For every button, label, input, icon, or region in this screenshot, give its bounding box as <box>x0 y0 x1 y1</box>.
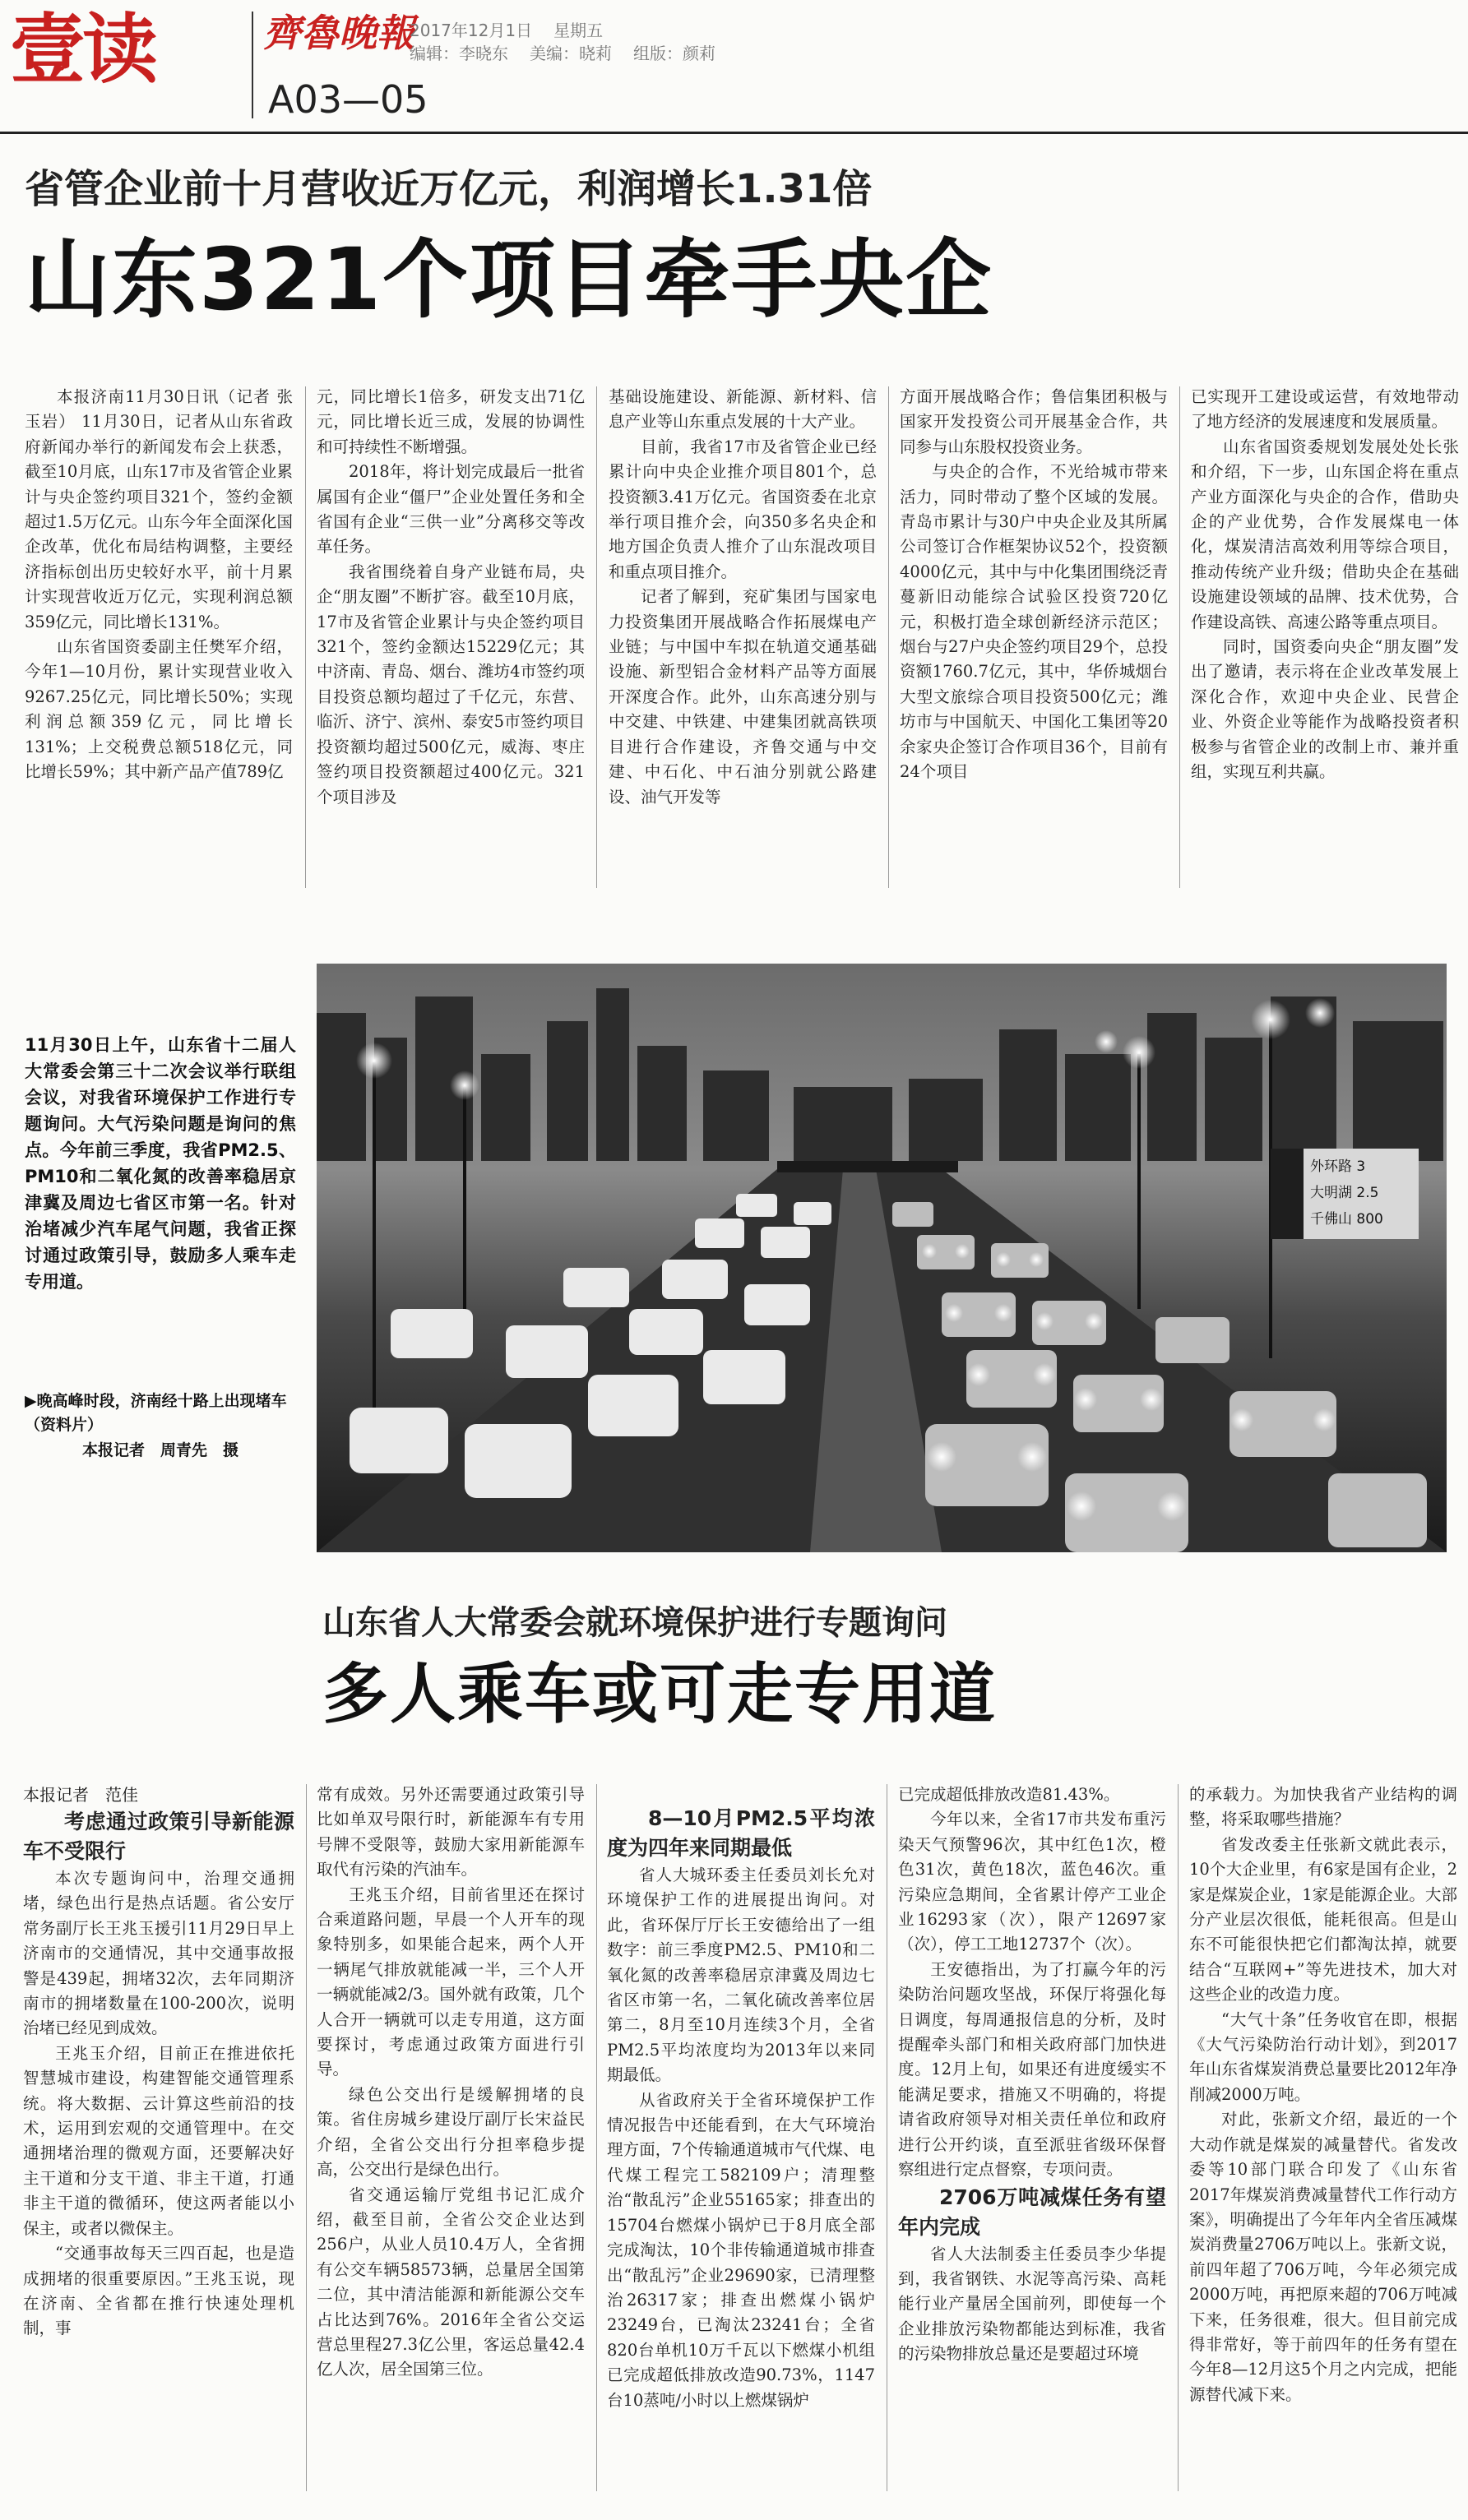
story1-column-3 <box>609 385 877 895</box>
story1-column-2 <box>317 385 585 895</box>
paragraph: 山东省国资委规划发展处处长张和介绍，下一步，山东国企将在重点产业方面深化与央企的合作，借助央企的产业优势，合作发展煤电一体化，煤炭清洁高效利用等综合项目，推动传统产业升级；借助央企在基础设施建设领域的品牌、技术优势，合作建设高铁、高速公路等重点项目。 <box>1191 437 1459 631</box>
story2-column-1-subhead: 考虑通过政策引导新能源车不受限行 <box>23 1810 294 1863</box>
column-divider <box>306 1784 307 2491</box>
paragraph: 的承载力。为加快我省产业结构的调整，将采取哪些措施？ <box>1189 1785 1457 1829</box>
sign-line-1: 外环路 3 <box>1310 1158 1366 1175</box>
story2-subhead: 山东省人大常委会就环境保护进行专题询问 <box>322 1604 947 1642</box>
story2-column-4 <box>898 1782 1166 2490</box>
column-divider <box>596 1784 597 2491</box>
masthead-rule <box>0 132 1468 134</box>
paragraph: 今年以来，全省17市共发布重污染天气预警96次，其中红色1次，橙色31次，黄色18次，蓝色46次。重污染应急期间，全省累计停产工业企业16293家（次），限产12697家（次），停工工地12737个（次）。 <box>898 1810 1166 1954</box>
column-divider <box>305 386 306 888</box>
paragraph: 省人大法制委主任委员李少华提到，我省钢铁、水泥等高污染、高耗能行业产量居全国前列，即使每一个企业排放污染物都能达到标准，我省的污染物排放总量还是要超过环境 <box>898 2244 1166 2364</box>
sign-line-2: 大明湖 2.5 <box>1310 1185 1379 1201</box>
photo-credit: 本报记者 周青先 摄 <box>82 1441 239 1459</box>
story2-column-1 <box>23 1782 294 2490</box>
paragraph: 省人大城环委主任委员刘长允对环境保护工作的进展提出询问。对此，省环保厅厅长王安德给出了一组数字：前三季度PM2.5、PM10和二氧化氮的改善率稳居京津冀及周边七省区市第一名，二氧化硫改善率位居第二，8月至10月连续3个月，全省PM2.5平均浓度均为2013年以来同期最低。 <box>607 1866 875 2085</box>
paragraph: 我省围绕着自身产业链布局，央企“朋友圈”不断扩容。截至10月底，17市及省管企业累计与央企签约项目321个，签约金额达15229亿元；其中济南、青岛、烟台、潍坊4市签约项目投资总额均超过了千亿元，东营、临沂、济宁、滨州、泰安5市签约项目投资额均超过500亿元，威海、枣庄签约项目投资额超过400亿元。321个项目涉及 <box>317 562 585 807</box>
column-divider <box>1179 386 1180 888</box>
column-divider <box>888 386 889 888</box>
paragraph: 绿色公交出行是缓解拥堵的良策。省住房城乡建设厅副厅长宋益民介绍，全省公交出行分担率稳步提高，公交出行是绿色出行。 <box>317 2084 585 2180</box>
story1-column-5 <box>1191 385 1459 895</box>
proofreader-credit: 组版：颜莉 <box>633 44 715 63</box>
column-divider <box>596 386 597 888</box>
story1-subhead: 省管企业前十月营收近万亿元，利润增长1.31倍 <box>25 166 873 212</box>
story2-headline: 多人乘车或可走专用道 <box>322 1656 997 1732</box>
column-divider <box>1178 1784 1179 2491</box>
newspaper-logo: 齊魯晚報 <box>263 11 414 55</box>
art-editor-credit: 美编：晓莉 <box>530 44 612 63</box>
paragraph: 本次专题询问中，治理交通拥堵，绿色出行是热点话题。省公安厅常务副厅长王兆玉援引11月29日早上济南市的交通情况，其中交通事故报警是439起，拥堵32次，去年同期济南市的拥堵数量在100-200次，说明治堵已经见到成效。 <box>23 1869 294 2038</box>
paragraph: 目前，我省17市及省管企业已经累计向中央企业推介项目801个，总投资额3.41万亿元。省国资委在北京举行项目推介会，向350多名央企和地方国企负责人推介了山东混改项目和重点项目推介。 <box>609 437 877 581</box>
sign-line-3: 千佛山 800 <box>1310 1211 1383 1228</box>
paragraph: 对此，张新文介绍，最近的一个大动作就是煤炭的减量替代。省发改委等10部门联合印发了《山东省2017年煤炭消费减量替代工作行动方案》，明确提出了今年年内全省压减煤炭消费量2706万吨以上。张新文说，前四年超了706万吨，今年必须完成2000万吨，再把原来超的706万吨减下来，任务很难，很大。但目前完成得非常好，等于前四年的任务有望在今年8—12月这5个月之内完成，把能源替代减下来。 <box>1189 2110 1457 2404</box>
masthead-divider <box>252 12 253 118</box>
paragraph: 省交通运输厅党组书记汇成介绍，截至目前，全省公交企业达到256户，从业人员10.4万人，全省拥有公交车辆58573辆，总量居全国第二位，其中清洁能源和新能源公交车占比达到76%。2016年全省公交运营总里程27.3亿公里，客运总量42.4亿人次，居全国第三位。 <box>317 2185 585 2379</box>
paragraph: 与央企的合作，不光给城市带来活力，同时带动了整个区域的发展。青岛市累计与30户中央企业及其所属公司签订合作框架协议52个，投资额4000亿元，其中与中化集团围绕泛青蔓新旧动能综合试验区投资720亿元，积极打造全球创新经济示范区；烟台与27户央企签约项目29个，总投资额1760.7亿元，其中，华侨城烟台大型文旅综合项目投资500亿元；潍坊市与中国航天、中国化工集团等20余家央企签订合作项目36个，目前有24个项目 <box>900 462 1168 782</box>
paragraph: 已完成超低排放改造81.43%。 <box>898 1785 1120 1804</box>
section-title: 壹读 <box>10 6 155 94</box>
story2-column-4-subhead: 2706万吨减煤任务有望年内完成 <box>898 2185 1166 2239</box>
story1-column-4 <box>900 385 1168 895</box>
story1-headline: 山东321个项目牵手央企 <box>25 229 993 330</box>
paragraph: 常有成效。另外还需要通过政策引导比如单双号限行时，新能源车有专用号牌不受限等，鼓励大家用新能源车取代有污染的汽油车。 <box>317 1785 585 1880</box>
paragraph: 王兆玉介绍，目前正在推进依托智慧城市建设，构建智能交通管理系统。将大数据、云计算这些前沿的技术，运用到宏观的交通管理中。在交通拥堵治理的微观方面，还要解决好主干道和分支干道、非主干道，打通非主干道的微循环，使这两者能以小保主，或者以微保主。 <box>23 2043 294 2238</box>
story2-column-2 <box>317 1782 585 2490</box>
paragraph: 王安德指出，为了打赢今年的污染防治问题攻坚战，环保厅将强化每日调度，每周通报信息的分析，及时提醒牵头部门和相关政府部门加快进度。12月上旬，如果还有进度缓实不能满足要求，措施又不明确的，将提请省政府领导对相关责任单位和政府进行公开约谈，直至派驻省级环保督察组进行定点督察，专项问责。 <box>898 1959 1166 2180</box>
paragraph: 基础设施建设、新能源、新材料、信息产业等山东重点发展的十大产业。 <box>609 387 877 432</box>
issue-weekday: 星期五 <box>553 21 604 40</box>
paragraph: 从省政府关于全省环境保护工作情况报告中还能看到，在大气环境治理方面，7个传输通道城市气代煤、电代煤工程完工582109户；清理整治“散乱污”企业55165家；排查出的15704台燃煤小锅炉已于8月底全部完成淘汰，10个非传输通道城市排查出“散乱污”企业29690家，已清理整治26317家；排查出燃煤小锅炉23249台，已淘汰23241台；全省820台单机10万千瓦以下燃煤小机组已完成超低排放改造90.73%，1147台10蒸吨/小时以上燃煤锅炉 <box>607 2090 875 2410</box>
story2-reporter: 本报记者 范佳 <box>23 1785 138 1805</box>
traffic-jam-photo <box>317 964 1447 1552</box>
photo-caption: ▶晚高峰时段，济南经十路上出现堵车（资料片） <box>25 1392 287 1434</box>
paragraph: 同时，国资委向央企“朋友圈”发出了邀请，表示将在企业改革发展上深化合作，欢迎中央企业、民营企业、外资企业等能作为战略投资者积极参与省管企业的改制上市、兼并重组，实现互利共赢。 <box>1191 637 1459 782</box>
paragraph: 已实现开工建设或运营，有效地带动了地方经济的发展速度和发展质量。 <box>1191 387 1459 432</box>
paragraph: 省发改委主任张新文就此表示，10个大企业里，有6家是国有企业，2家是煤炭企业，1家是能源企业。大部分产业层次很低，能耗很高。但是山东不可能很快把它们都淘汰掉，就要结合“互联网+”等先进技术，加大对这些企业的改造力度。 <box>1189 1834 1457 2004</box>
issue-date-line <box>410 20 624 41</box>
issue-date: 2017年12月1日 <box>410 21 533 40</box>
paragraph: “大气十条”任务收官在即，根据《大气污染防治行动计划》，到2017年山东省煤炭消费总量要比2012年净削减2000万吨。 <box>1189 2009 1457 2104</box>
paragraph: 记者了解到，兖矿集团与国家电力投资集团开展战略合作拓展煤电产业链；与中国中车拟在轨道交通基础设施、新型铝合金材料产品等方面展开深度合作。此外，山东高速分别与中交建、中铁建、中建集团就高铁项目进行合作建设，齐鲁交通与中交建、中石化、中石油分别就公路建设、油气开发等 <box>609 587 877 807</box>
story2-column-3-subhead: 8—10月PM2.5平均浓度为四年来同期最低 <box>607 1806 875 1860</box>
paragraph: 王兆玉介绍，目前省里还在探讨合乘道路问题，早晨一个人开车的现象特别多，如果能合起来，两个人开一辆尾气排放就能减一半，三个人开一辆就能减2/3。国外就有政策，几个人合开一辆就可以走专用道，这方面要探讨，考虑通过政策方面进行引导。 <box>317 1884 585 2079</box>
page-number: A03—05 <box>268 77 428 122</box>
story2-column-3 <box>607 1782 875 2490</box>
paragraph: “交通事故每天三四百起，也是造成拥堵的很重要原因。”王兆玉说，现在济南、全省都在推行快速处理机制，事 <box>23 2244 294 2338</box>
paragraph: 方面开展战略合作；鲁信集团积极与国家开发投资公司开展基金合作，共同参与山东股权投资业务。 <box>900 387 1168 456</box>
editor-credit: 编辑：李晓东 <box>410 44 508 63</box>
paragraph: 山东省国资委副主任樊军介绍，今年1—10月份，累计实现营业收入9267.25亿元，同比增长50%；实现利润总额359亿元，同比增长131%；上交税费总额518亿元，同比增长59%；其中新产品产值789亿 <box>25 637 293 782</box>
story2-column-5 <box>1189 1782 1457 2490</box>
photo-intro: 11月30日上午，山东省十二届人大常委会第三十二次会议举行联组会议，对我省环境保护工作进行专题询问。大气污染问题是询问的焦点。今年前三季度，我省PM2.5、PM10和二氧化氮的改善率稳居京津冀及周边七省区市第一名。针对治堵减少汽车尾气问题，我省正探讨通过政策引导，鼓励多人乘车走专用道。 <box>25 1035 296 1292</box>
story1-column-1 <box>25 385 293 895</box>
paragraph: 本报济南11月30日讯（记者 张玉岩） 11月30日，记者从山东省政府新闻办举行的新闻发布会上获悉，截至10月底，山东17市及省管企业累计与央企签约项目321个，签约金额超过1.5万亿元。山东今年全面深化国企改革，优化布局结构调整，主要经济指标创出历史较好水平，前十月累计实现营收近万亿元，实现利润总额359亿元，同比增长131%。 <box>25 387 293 631</box>
paragraph: 元，同比增长1倍多，研发支出71亿元，同比增长近三成，发展的协调性和可持续性不断增强。 <box>317 387 585 456</box>
staff-line <box>410 43 737 64</box>
paragraph: 2018年，将计划完成最后一批省属国有企业“僵尸”企业处置任务和全省国有企业“三供一业”分离移交等改革任务。 <box>317 462 585 557</box>
